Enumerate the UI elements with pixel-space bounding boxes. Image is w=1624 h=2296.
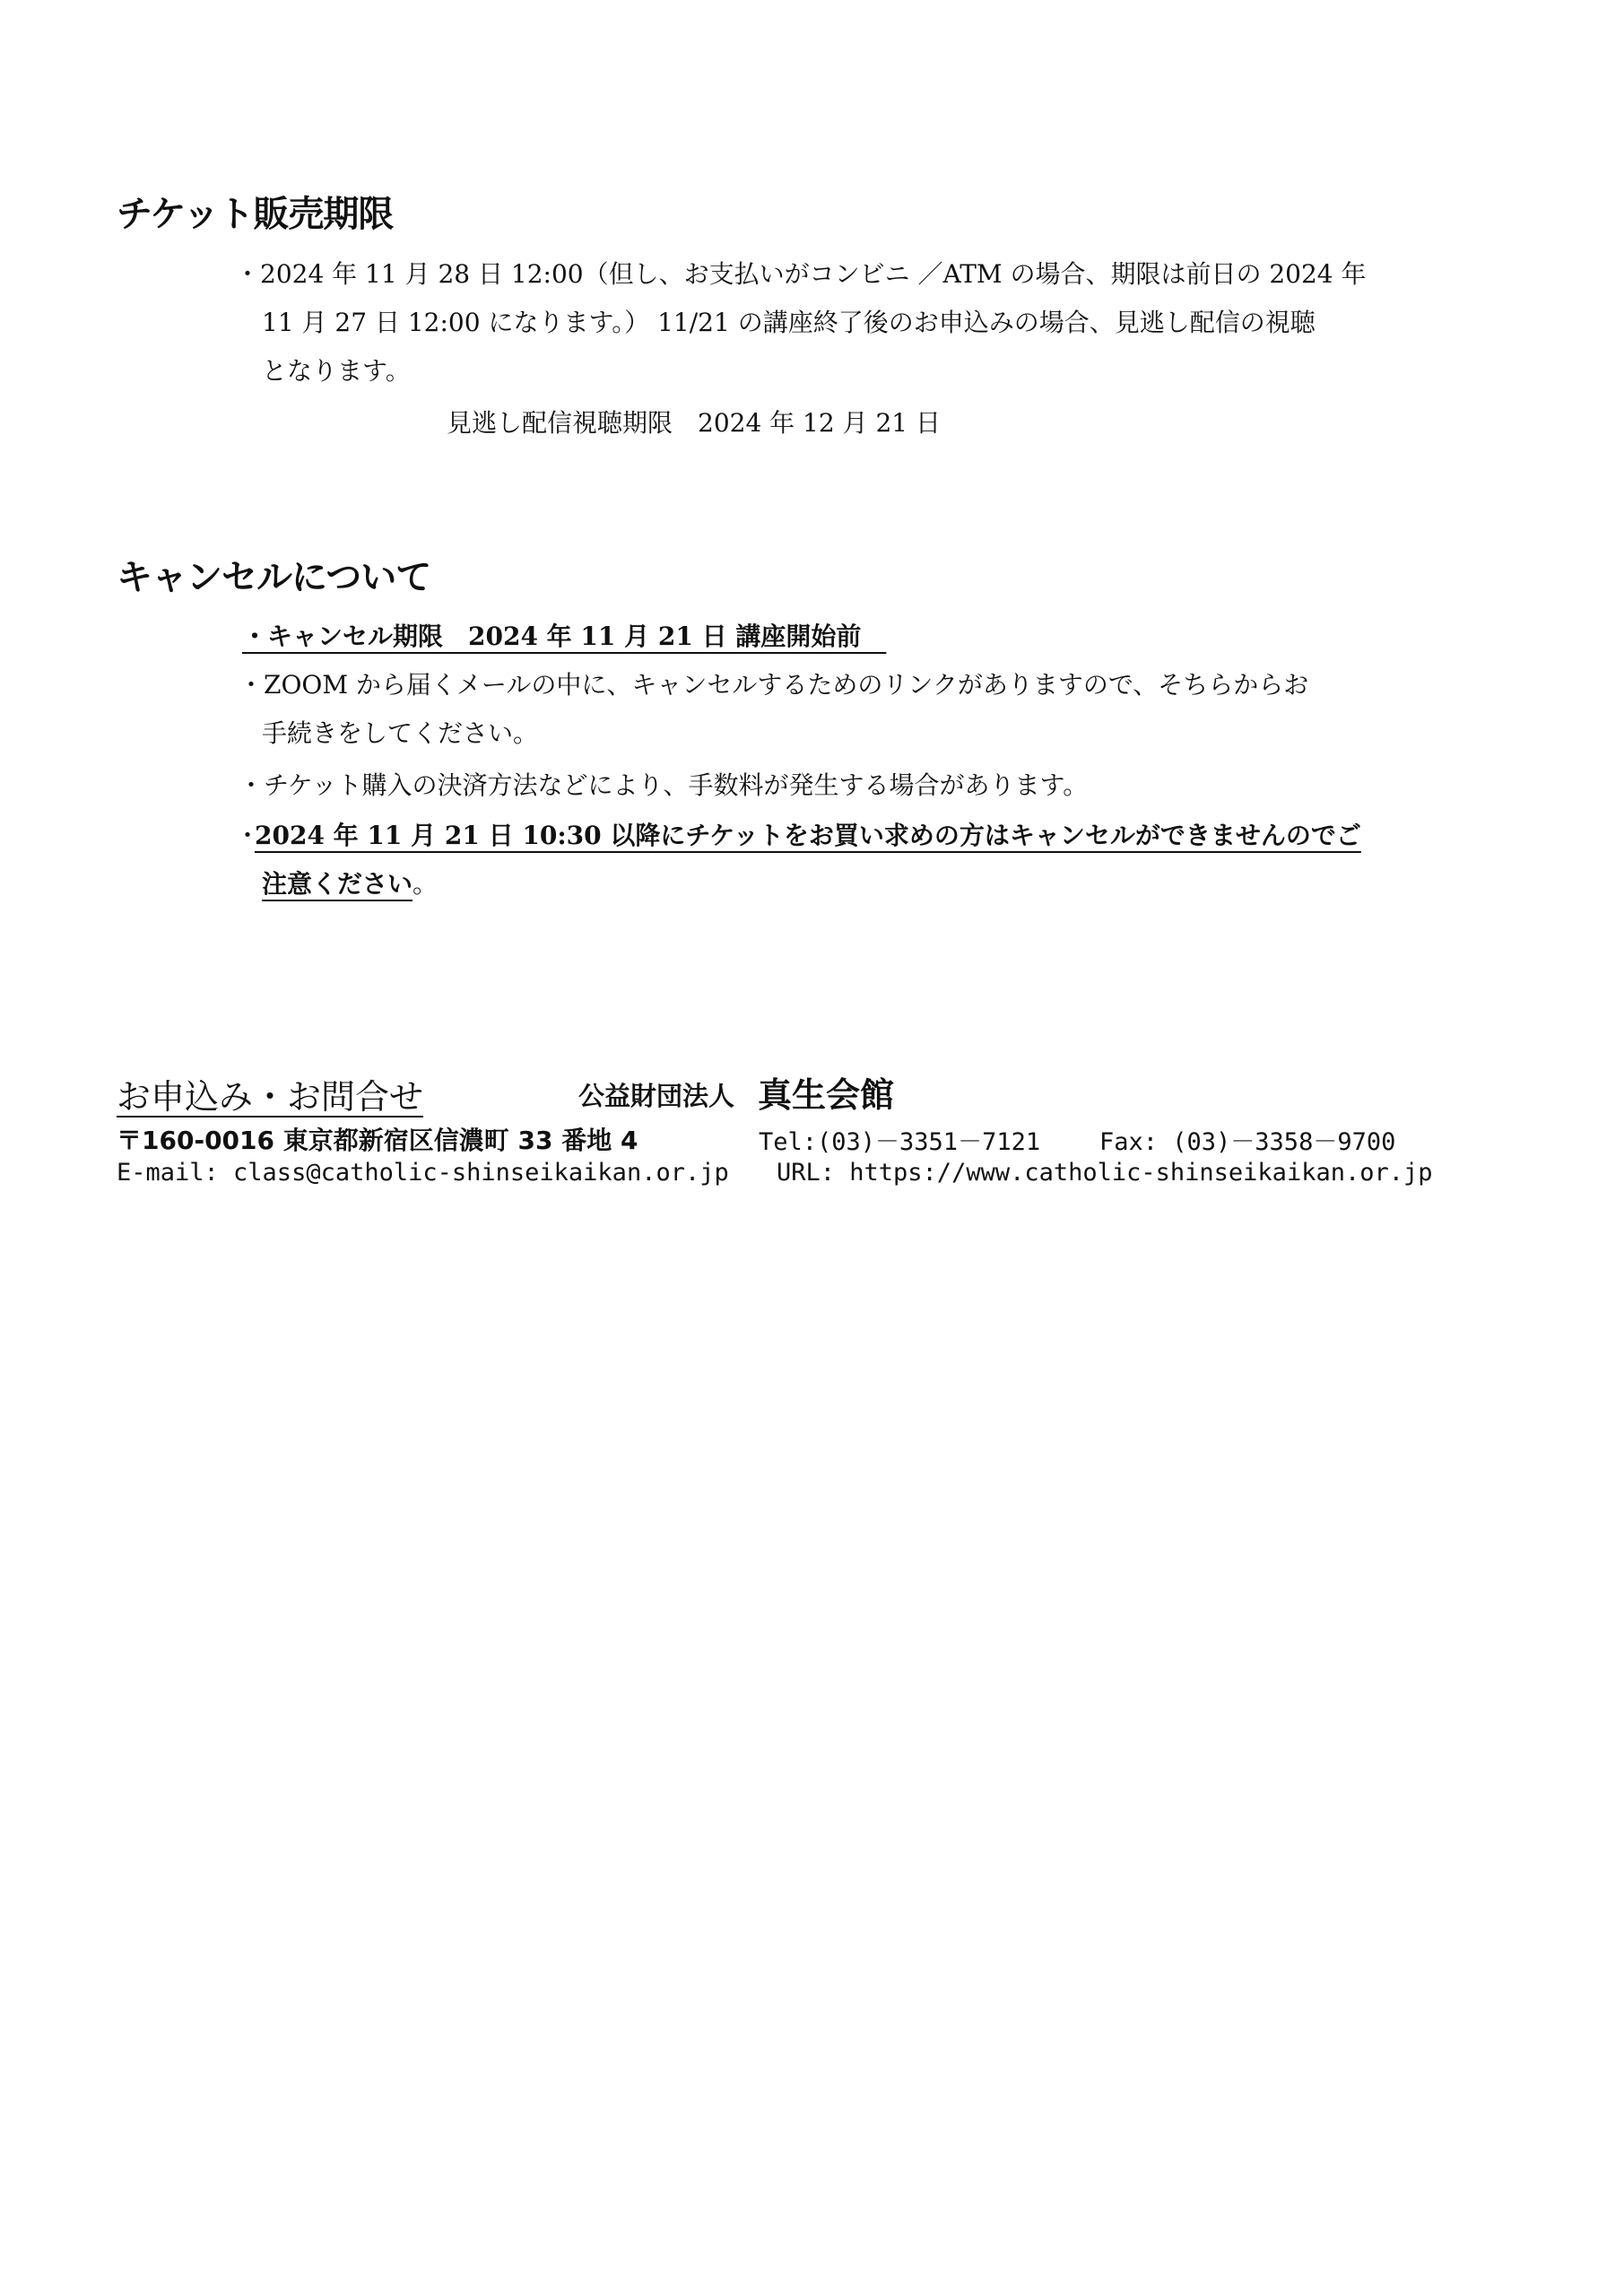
ticket-deadline-line-1: ・2024 年 11 月 28 日 12:00（但し、お支払いがコンビニ ／ATM の場合、期限は前日の 2024 年 (235, 259, 1367, 289)
cancellation-no-cancel-period: 。 (413, 869, 439, 899)
cancellation-no-cancel-emphasis: 注意ください (262, 869, 413, 899)
cancellation-no-cancel-bullet: ・ (235, 821, 261, 850)
cancellation-zoom-item-line-1: ・ZOOM から届くメールの中に、キャンセルするためのリンクがありますので、そちらからお (239, 670, 1309, 700)
ticket-deadline-line-3: となります。 (262, 356, 411, 386)
archive-viewing-deadline: 見逃し配信視聴期限 2024 年 12 月 21 日 (447, 408, 942, 438)
ticket-deadline-heading: チケット販売期限 (117, 194, 394, 235)
contact-fax: Fax: (03)－3358－9700 (1099, 1128, 1396, 1156)
organization-prefix: 公益財団法人 (578, 1081, 735, 1111)
contact-address: 〒160-0016 東京都新宿区信濃町 33 番地 4 (117, 1126, 638, 1155)
contact-email: E-mail: class@catholic-shinseikaikan.or.jp (117, 1159, 729, 1187)
cancellation-deadline-item: ・キャンセル期限 2024 年 11 月 21 日 講座開始前 (242, 622, 887, 651)
cancellation-fee-item: ・チケット購入の決済方法などにより、手数料が発生する場合があります。 (239, 770, 1089, 800)
contact-heading: お申込み・お問合せ (117, 1077, 424, 1117)
ticket-deadline-line-2: 11 月 27 日 12:00 になります。） 11/21 の講座終了後のお申込みの場合、見逃し配信の視聴 (262, 308, 1316, 337)
contact-tel: Tel:(03)－3351－7121 (759, 1128, 1041, 1156)
cancellation-zoom-item-line-2: 手続きをしてください。 (262, 718, 539, 748)
contact-url: URL: https://www.catholic-shinseikaikan.or.jp (777, 1159, 1433, 1187)
cancellation-heading: キャンセルについて (117, 557, 431, 598)
organization-name: 真生会館 (758, 1075, 895, 1115)
cancellation-no-cancel-line-2 (262, 869, 439, 899)
cancellation-no-cancel-line-1: 2024 年 11 月 21 日 10:30 以降にチケットをお買い求めの方はキャンセルができませんのでご (255, 821, 1361, 850)
